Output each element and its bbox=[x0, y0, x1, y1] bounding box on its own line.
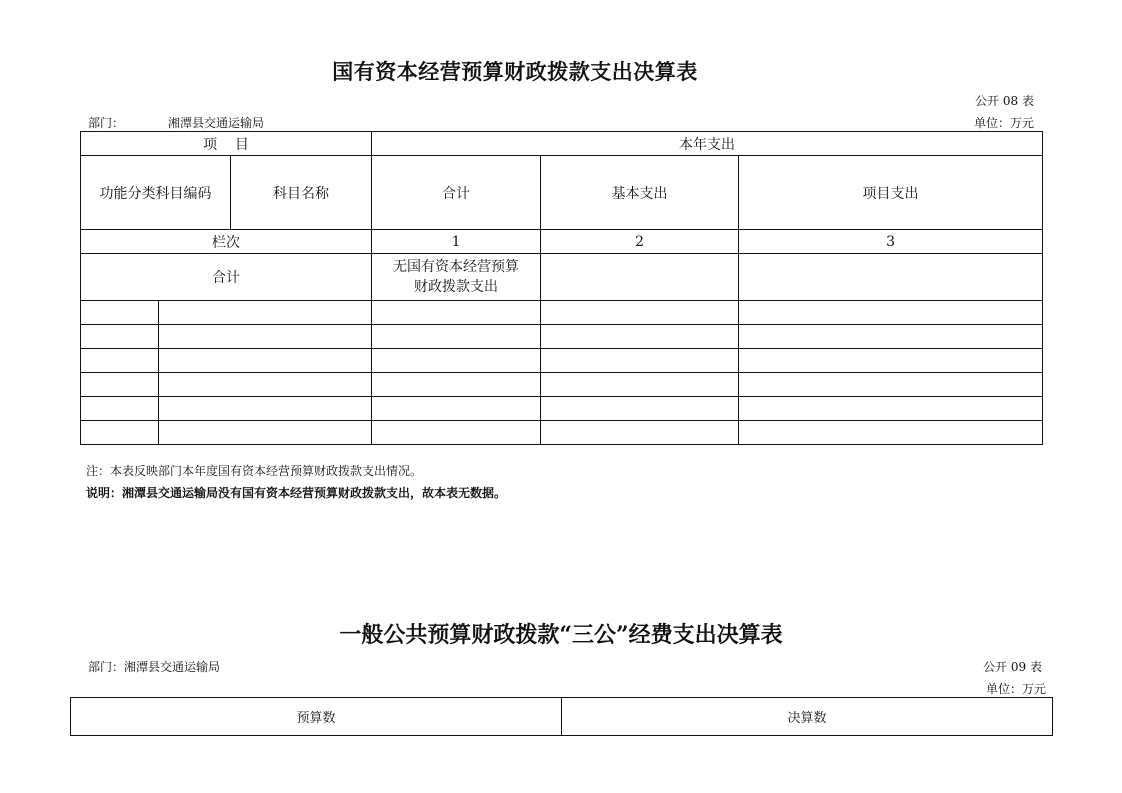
col-num-1: 1 bbox=[372, 230, 541, 254]
table1-department bbox=[88, 114, 264, 131]
table-row bbox=[81, 349, 1043, 373]
table1-explanation: 说明：湘潭县交通运输局没有国有资本经营预算财政拨款支出，故本表无数据。 bbox=[86, 486, 507, 500]
table-row bbox=[81, 325, 1043, 349]
table1-unit: 单位：万元 bbox=[973, 116, 1034, 130]
table1-code: 公开 08 表 bbox=[975, 94, 1034, 108]
total-value-line1: 无国有资本经营预算 bbox=[393, 259, 520, 275]
three-public-expenses-table bbox=[70, 697, 1053, 736]
table2-department: 部门：湘潭县交通运输局 bbox=[88, 660, 221, 674]
col-total: 合计 bbox=[372, 156, 541, 230]
header-current-year: 本年支出 bbox=[372, 132, 1043, 156]
col-project: 项目支出 bbox=[739, 156, 1043, 230]
department-value: 湘潭县交通运输局 bbox=[168, 116, 265, 130]
total-label: 合计 bbox=[81, 254, 372, 301]
table2-title: 一般公共预算财政拨款“三公”经费支出决算表 bbox=[339, 622, 783, 648]
department-label: 部门： bbox=[88, 116, 125, 130]
total-basic bbox=[541, 254, 739, 301]
table-row bbox=[81, 421, 1043, 445]
col-num-3: 3 bbox=[739, 230, 1043, 254]
table-row bbox=[81, 397, 1043, 421]
table2-unit: 单位：万元 bbox=[985, 682, 1046, 696]
state-capital-expenditure-table bbox=[80, 131, 1043, 445]
table1-note: 注：本表反映部门本年度国有资本经营预算财政拨款支出情况。 bbox=[86, 464, 423, 478]
table-row bbox=[81, 301, 1043, 325]
header-item: 项 目 bbox=[81, 132, 372, 156]
col-subject-name: 科目名称 bbox=[231, 156, 372, 230]
row-col-label: 栏次 bbox=[81, 230, 372, 254]
total-value bbox=[372, 254, 541, 301]
col-func-code: 功能分类科目编码 bbox=[81, 156, 231, 230]
col-budget: 预算数 bbox=[71, 698, 562, 736]
table2-code: 公开 09 表 bbox=[983, 660, 1042, 674]
col-final: 决算数 bbox=[562, 698, 1053, 736]
total-value-line2: 财政拨款支出 bbox=[414, 279, 499, 295]
total-project bbox=[739, 254, 1043, 301]
col-num-2: 2 bbox=[541, 230, 739, 254]
col-basic: 基本支出 bbox=[541, 156, 739, 230]
table1-title: 国有资本经营预算财政拨款支出决算表 bbox=[332, 59, 698, 84]
table-row bbox=[81, 373, 1043, 397]
